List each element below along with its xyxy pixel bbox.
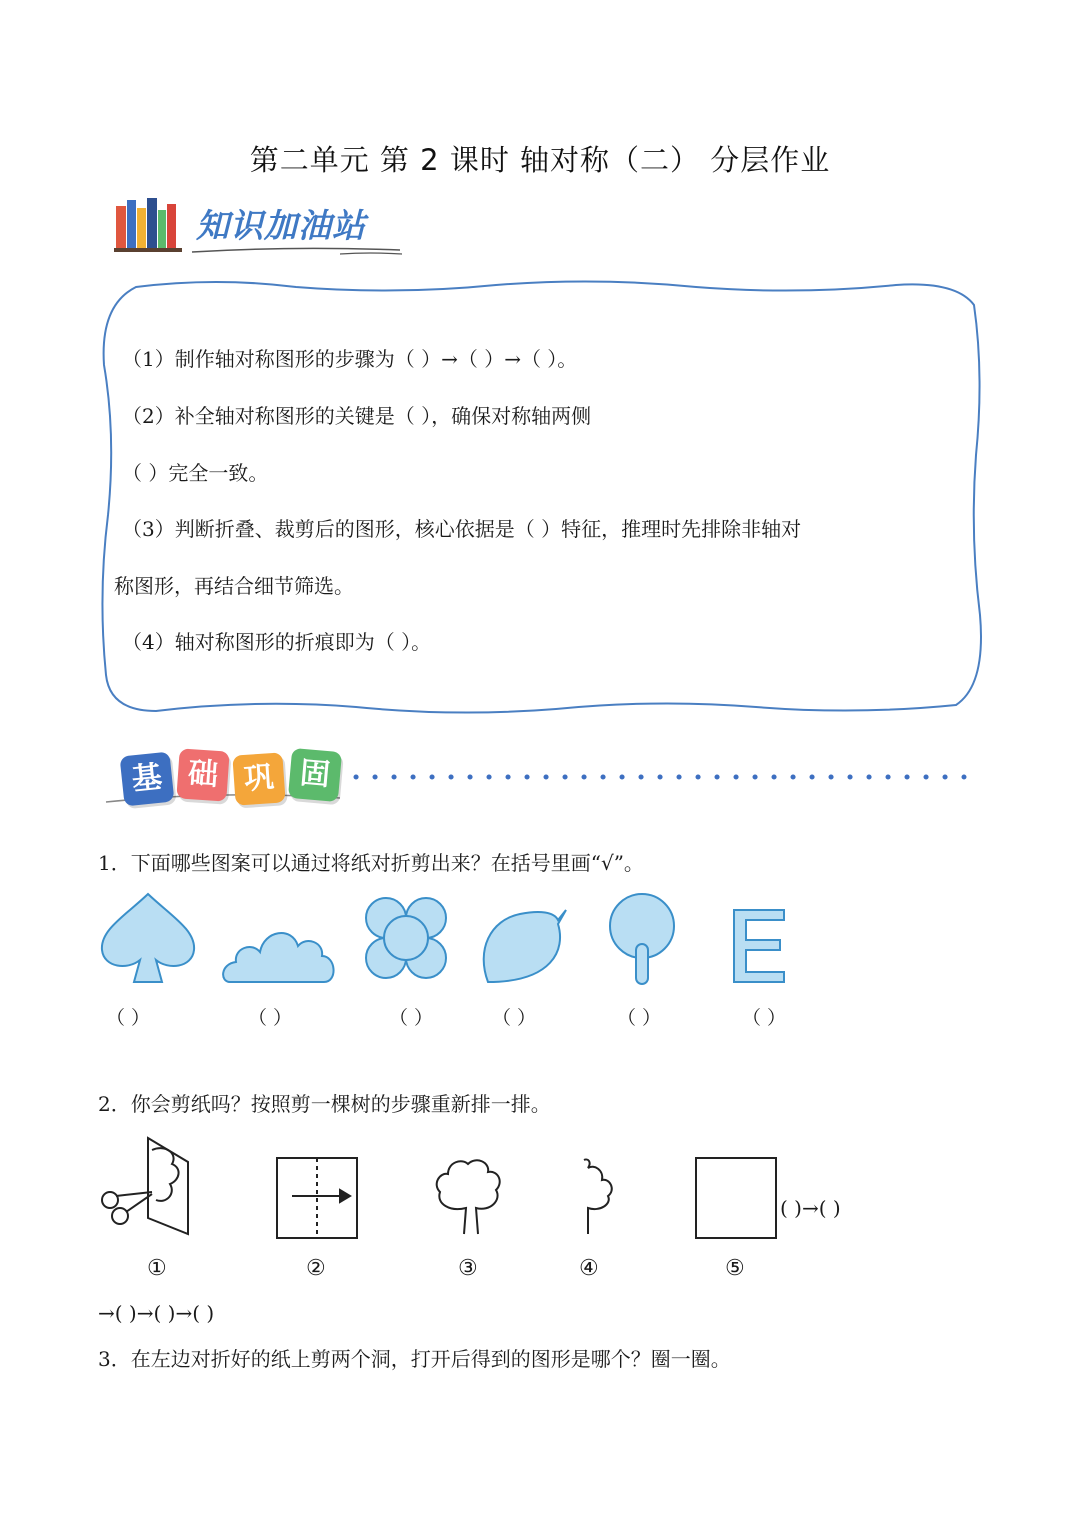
- q1-paren-5[interactable]: （ ）: [617, 1007, 662, 1029]
- flower-icon: [366, 898, 446, 978]
- knowledge-line-6: （4）轴对称图形的折痕即为（ ）。: [122, 630, 432, 654]
- scissors-cut-icon: [102, 1138, 188, 1234]
- knowledge-banner: [114, 196, 414, 260]
- tile-gong: 巩: [232, 752, 285, 805]
- q2-num-1: ①: [147, 1256, 167, 1281]
- banner-underline: [190, 242, 406, 258]
- fold-square-icon: [277, 1158, 357, 1238]
- knowledge-line-2: （2）补全轴对称图形的关键是（ ），确保对称轴两侧: [122, 404, 592, 428]
- question-2-text: 2．你会剪纸吗？按照剪一棵树的步骤重新排一排。: [98, 1092, 551, 1116]
- q1-paren-4[interactable]: （ ）: [492, 1007, 537, 1029]
- page-title: 第二单元 第 2 课时 轴对称（二） 分层作业: [249, 143, 831, 177]
- q1-paren-2[interactable]: （ ）: [248, 1007, 293, 1029]
- q1-paren-3[interactable]: （ ）: [389, 1007, 434, 1029]
- knowledge-line-3: （ ）完全一致。: [122, 461, 269, 485]
- q2-num-2: ②: [306, 1256, 326, 1281]
- dotted-divider: [352, 772, 972, 782]
- knowledge-line-4: （3）判断折叠、裁剪后的图形，核心依据是（ ）特征，推理时先排除非轴对: [122, 517, 802, 541]
- q2-answer-right[interactable]: ( )→( ): [780, 1196, 841, 1220]
- leaf-icon: [484, 910, 566, 982]
- tree-icon: [437, 1160, 500, 1234]
- basic-banner: [104, 748, 974, 812]
- tile-gu: 固: [288, 748, 342, 802]
- question-3-text: 3．在左边对折好的纸上剪两个洞，打开后得到的图形是哪个？圈一圈。: [98, 1347, 731, 1371]
- square-icon: [696, 1158, 776, 1238]
- cloud-icon: [223, 933, 333, 982]
- spade-icon: [102, 894, 194, 982]
- q1-shapes: [96, 890, 796, 990]
- q2-num-3: ③: [458, 1256, 478, 1281]
- q1-paren-1[interactable]: （ ）: [106, 1007, 151, 1029]
- half-tree-icon: [584, 1159, 612, 1234]
- q2-num-4: ④: [579, 1256, 599, 1281]
- tile-chu: 础: [176, 748, 229, 801]
- lollipop-tree-icon: [610, 894, 674, 984]
- question-1-text: 1．下面哪些图案可以通过将纸对折剪出来？在括号里画“√”。: [98, 851, 644, 875]
- knowledge-line-5: 称图形，再结合细节筛选。: [114, 574, 354, 598]
- q2-answer-next[interactable]: →( )→( )→( ): [98, 1301, 215, 1325]
- letter-e-icon: [734, 910, 784, 982]
- q2-steps: [96, 1134, 796, 1246]
- knowledge-line-1: （1）制作轴对称图形的步骤为（ ）→（ ）→（ ）。: [122, 347, 578, 371]
- books-icon: [114, 196, 186, 254]
- q1-paren-6[interactable]: （ ）: [742, 1007, 787, 1029]
- tile-ji: 基: [120, 752, 175, 807]
- banner-title: 知识加油站: [196, 206, 366, 245]
- q2-num-5: ⑤: [725, 1256, 745, 1281]
